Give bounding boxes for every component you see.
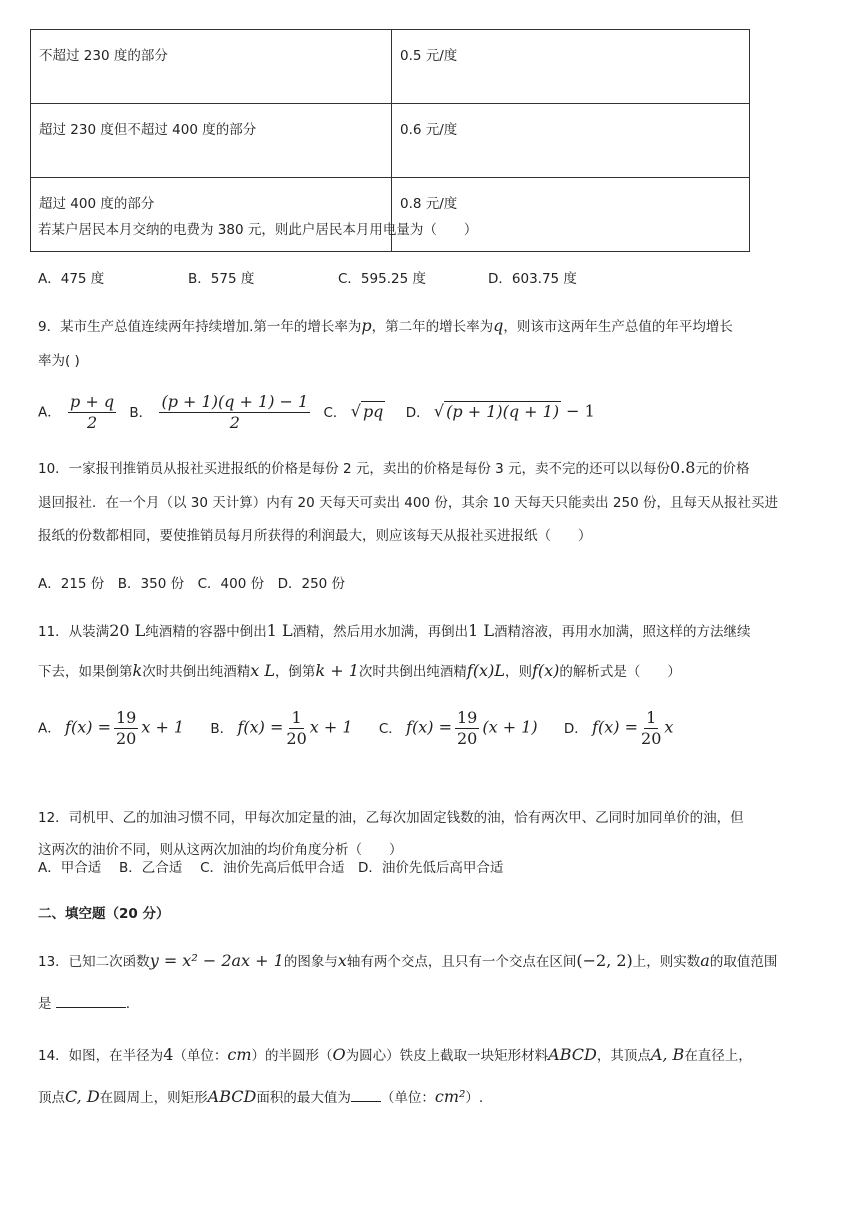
q11-option-c-tail: (x + 1) <box>482 717 538 737</box>
q13-interval: (−2, 2) <box>576 951 633 970</box>
q8-stem: 若某户居民本月交纳的电费为 380 元，则此户居民本月用电量为（ ） <box>38 222 478 238</box>
fraction-denominator: 20 <box>115 729 137 748</box>
q11-option-b-fraction <box>286 708 306 749</box>
q11-options <box>38 708 673 749</box>
q14-rect: ABCD <box>548 1045 597 1064</box>
q9-var-q: q <box>493 316 504 335</box>
q10-line1 <box>38 457 749 477</box>
q9-text: 9．某市生产总值连续两年持续增加.第一年的增长率为 <box>38 319 362 335</box>
q11-line2 <box>38 660 681 680</box>
table-cell-range: 超过 400 度的部分 <box>31 178 392 252</box>
q11-line1 <box>38 620 751 640</box>
q11-text: ，倒第 <box>274 664 316 680</box>
q11-var-k1: k + 1 <box>315 661 359 680</box>
q9-option-c-expr: pq <box>362 401 384 421</box>
q12-line1: 12．司机甲、乙的加油习惯不同，甲每次加定量的油，乙每次加固定钱数的油，恰有两次甲、乙同时加同单价的油，但 <box>38 810 744 826</box>
q11-var-k: k <box>132 661 143 680</box>
q14-line1 <box>38 1044 752 1064</box>
q14-text: ）的半圆形（ <box>251 1048 333 1064</box>
q11-option-a-label: A． <box>38 720 61 737</box>
fraction-denominator: 20 <box>641 729 662 748</box>
q11-volume: 20 L <box>109 621 146 640</box>
q8-option-b: B．575 度 <box>188 271 255 287</box>
fraction-numerator: 19 <box>115 708 137 727</box>
q8-option-c: C．595.25 度 <box>338 271 426 287</box>
q9-line2: 率为( ) <box>38 353 80 369</box>
q13-text: 的取值范围 <box>709 954 778 970</box>
q9-options <box>38 392 595 433</box>
q10-options: A．215 份 B．350 份 C．400 份 D．250 份 <box>38 576 346 592</box>
q11-option-d-label: D． <box>563 720 588 737</box>
q10-line2: 退回报社．在一个月（以 30 天计算）内有 20 天每天可卖出 400 份，其余 10 天每天只能卖出 250 份，且每天从报社买进 <box>38 495 778 511</box>
q14-vertices: C, D <box>65 1087 100 1106</box>
q11-volume: 1 L <box>468 621 495 640</box>
q11-option-c-label: C． <box>378 720 402 737</box>
q11-option-d-fraction <box>641 708 661 749</box>
q14-radius: 4 <box>163 1045 174 1064</box>
q11-option-a-tail: x + 1 <box>141 717 185 737</box>
q11-text: ，则 <box>504 664 532 680</box>
q9-option-a-fraction <box>68 392 116 433</box>
q9-var-p: p <box>361 316 372 335</box>
fraction-denominator: 2 <box>86 413 98 432</box>
q11-option-c-lhs: f(x) = <box>406 717 452 737</box>
q9-option-a-label: A． <box>38 404 61 421</box>
q11-var-x: x L <box>250 661 275 680</box>
fraction-numerator: p + q <box>70 392 115 411</box>
q9-line1 <box>38 315 733 335</box>
q13-text: 上，则实数 <box>632 954 701 970</box>
q11-option-b-tail: x + 1 <box>309 717 353 737</box>
table-row <box>31 104 750 178</box>
q9-option-d-label: D． <box>405 404 430 421</box>
q14-vertices: A, B <box>650 1045 685 1064</box>
q8-option-a: A．475 度 <box>38 271 105 287</box>
q13-text: 轴有两个交点，且只有一个交点在区间 <box>346 954 577 970</box>
q13-line1 <box>38 950 777 970</box>
q11-option-d-tail: x <box>664 717 674 737</box>
answer-blank[interactable] <box>351 1087 381 1102</box>
q11-option-b-label: B． <box>210 720 234 737</box>
q10-line3: 报纸的份数都相同，要使推销员每月所获得的利润最大，则应该每天从报社买进报纸（ ） <box>38 528 592 544</box>
q9-option-d-expr: (p + 1)(q + 1) <box>446 401 560 421</box>
fraction-denominator: 2 <box>229 413 240 432</box>
q12-options: A．甲合适 B．乙合适 C．油价先高后低甲合适 D．油价先低后高甲合适 <box>38 860 504 876</box>
q11-option-c-fraction <box>455 708 479 749</box>
q11-text: 次时共倒出纯酒精 <box>358 664 467 680</box>
q8-option-d: D．603.75 度 <box>488 271 577 287</box>
q14-text: 在直径上， <box>684 1048 752 1064</box>
q14-text: ）. <box>465 1090 484 1106</box>
table-row <box>31 178 750 252</box>
section-title: 二、填空题（20 分） <box>38 906 170 922</box>
q14-text: 顶点 <box>38 1090 65 1106</box>
q11-option-a-lhs: f(x) = <box>65 717 111 737</box>
q11-text: 次时共倒出纯酒精 <box>142 664 251 680</box>
table-cell-price: 0.8 元/度 <box>392 178 750 252</box>
q13-text: 13．已知二次函数 <box>38 954 150 970</box>
q14-line2 <box>38 1086 483 1106</box>
q10-text: 10．一家报刊推销员从报社买进报纸的价格是每份 2 元，卖出的价格是每份 3 元，卖不完的还可以以每份 <box>38 461 671 477</box>
q14-text: （单位： <box>380 1090 435 1106</box>
q11-text: 11．从装满 <box>38 624 110 640</box>
q11-text: 的解析式是（ ） <box>559 664 681 680</box>
fraction-numerator: 1 <box>291 708 302 727</box>
fraction-denominator: 20 <box>456 729 478 748</box>
q11-fx: f(x) <box>531 661 560 680</box>
q13-text: 的图象与 <box>283 954 338 970</box>
q11-text: 下去，如果倒第 <box>38 664 133 680</box>
fraction-numerator: (p + 1)(q + 1) − 1 <box>161 392 309 411</box>
q13-text: . <box>125 996 131 1012</box>
q14-text: ，其顶点 <box>596 1048 651 1064</box>
table-row <box>31 30 750 104</box>
fraction-numerator: 19 <box>456 708 478 727</box>
q9-option-b-fraction <box>159 392 310 433</box>
q11-option-b-lhs: f(x) = <box>237 717 284 737</box>
q11-option-d-lhs: f(x) = <box>592 717 639 737</box>
q14-text: （单位： <box>173 1048 228 1064</box>
q11-fx: f(x)L <box>466 661 505 680</box>
table-cell-price: 0.6 元/度 <box>392 104 750 178</box>
q14-var-o: O <box>332 1045 346 1064</box>
q9-text: ，则该市这两年生产总值的年平均增长 <box>503 319 733 335</box>
q13-text: 是 <box>38 996 52 1012</box>
q13-function: y = x² − 2ax + 1 <box>149 951 284 970</box>
q14-text: 14．如图，在半径为 <box>38 1048 164 1064</box>
sqrt-icon: √ <box>350 401 361 421</box>
table-cell-price: 0.5 元/度 <box>392 30 750 104</box>
answer-blank[interactable] <box>56 993 126 1008</box>
q14-rect: ABCD <box>207 1087 257 1106</box>
q9-text: ，第二年的增长率为 <box>371 319 494 335</box>
q12-line2: 这两次的油价不同，则从这两次加油的均价角度分析（ ） <box>38 842 403 858</box>
q13-line2 <box>38 992 130 1012</box>
q14-text: 为圆心）铁皮上截取一块矩形材料 <box>345 1048 549 1064</box>
q9-option-c-label: C． <box>323 404 347 421</box>
q14-unit: cm <box>227 1045 252 1064</box>
q14-text: 面积的最大值为 <box>256 1090 351 1106</box>
table-cell-range: 不超过 230 度的部分 <box>31 30 392 104</box>
q11-option-a-fraction <box>114 708 138 749</box>
q14-unit: cm² <box>434 1087 466 1106</box>
q9-option-b-label: B． <box>129 404 153 421</box>
q10-text: 元的价格 <box>695 461 750 477</box>
q11-text: 酒精，然后用水加满，再倒出 <box>292 624 469 640</box>
q14-text: 在圆周上，则矩形 <box>99 1090 208 1106</box>
fraction-numerator: 1 <box>646 708 657 727</box>
sqrt-icon: √ <box>433 401 445 421</box>
fraction-denominator: 20 <box>286 729 307 748</box>
table-cell-range: 超过 230 度但不超过 400 度的部分 <box>31 104 392 178</box>
q9-option-d-tail: − 1 <box>561 401 595 421</box>
q13-var-x: x <box>337 951 347 970</box>
q11-volume: 1 L <box>266 621 293 640</box>
q11-text: 纯酒精的容器中倒出 <box>145 624 267 640</box>
q13-var-a: a <box>700 951 710 970</box>
q11-text: 酒精溶液，再用水加满，照这样的方法继续 <box>494 624 751 640</box>
q10-value: 0.8 <box>670 458 696 477</box>
